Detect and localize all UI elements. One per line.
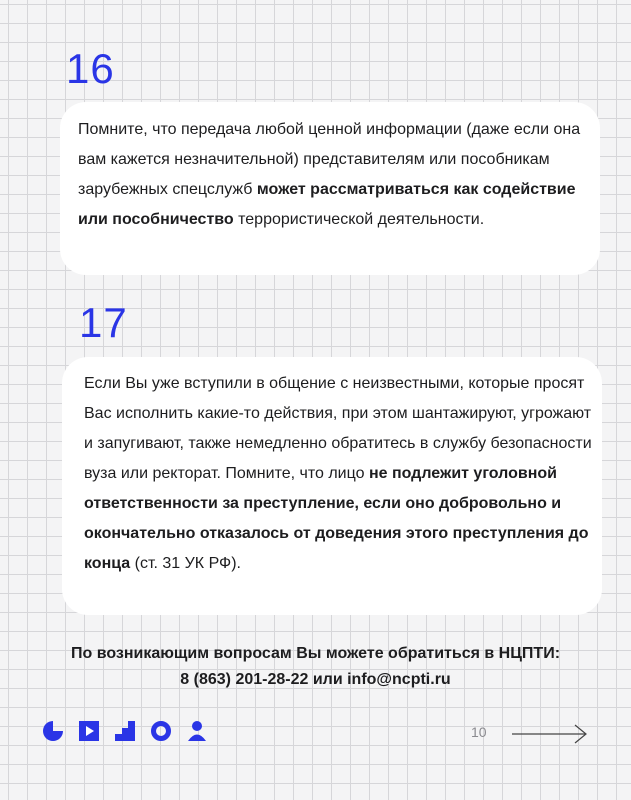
card-text: (ст. 31 УК РФ). [130,555,241,572]
contact-phone-email: 8 (863) 201-28-22 или info@ncpti.ru [180,671,451,688]
info-card-17 [62,357,602,615]
ring-icon [150,720,172,742]
play-square-icon [78,720,100,742]
stairs-icon [114,720,136,742]
card-text: террористической деятельности. [233,211,485,228]
arrow-right-icon [511,722,589,746]
page-number: 10 [471,724,487,740]
info-card-16 [60,102,600,275]
item-number-17: 17 [79,299,128,346]
contact-line: По возникающим вопросам Вы можете обратиться в НЦПТИ: [70,645,561,662]
card-text: Помните, что передача любой ценной информации (даже если она вам кажется незначительной) представителям или пособникам зарубежных спецслужб [78,121,581,198]
item-number-16: 16 [66,45,115,92]
person-icon [186,720,208,742]
card-text: Если Вы уже вступили в общение с неизвестными, которые просят Вас исполнить какие-то действия, при этом шантажируют, угрожают и запугивают, также немедленно обратитесь в службу безопасности вуза или ректорат. Помните, что лицо [84,375,592,482]
card-text-bold: может рассматриваться как содействие или пособничество [78,181,576,228]
card-text-bold: не подлежит уголовной ответственности за преступление, если оно добровольно и окончательно отказалось от доведения этого преступления до конца [84,465,589,572]
contact-info [0,641,631,693]
half-circle-icon [42,720,64,742]
